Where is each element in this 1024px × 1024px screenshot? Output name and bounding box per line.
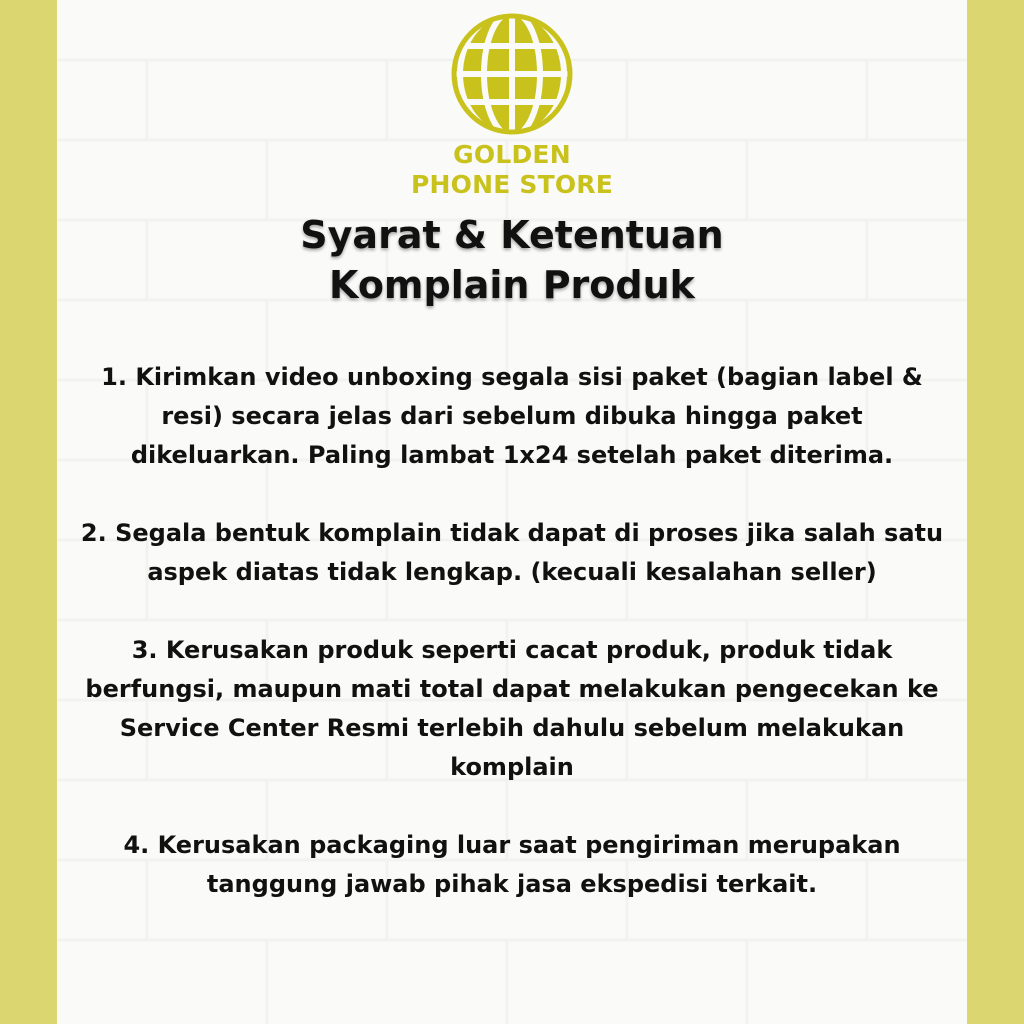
store-name-line-1: GOLDEN [453,140,571,169]
title-line-1: Syarat & Ketentuan [300,213,724,257]
page-title [57,210,967,310]
globe-icon [448,10,576,138]
title-line-2: Komplain Produk [329,263,695,307]
term-item-1: 1. Kirimkan video unboxing segala sisi paket (bagian label & resi) secara jelas dari sebelum dibuka hingga paket dikeluarkan. Paling lambat 1x24 setelah paket diterima. [101,363,923,469]
term-item-2: 2. Segala bentuk komplain tidak dapat di proses jika salah satu aspek diatas tidak lengkap. (kecuali kesalahan seller) [80,519,944,586]
term-item-4: 4. Kerusakan packaging luar saat pengiriman merupakan tanggung jawab pihak jasa ekspedisi terkait. [123,831,901,898]
term-item-3: 3. Kerusakan produk seperti cacat produk, produk tidak berfungsi, maupun mati total dapat melakukan pengecekan ke Service Center Resmi terlebih dahulu sebelum melakukan komplain [85,636,939,781]
store-logo [57,10,967,200]
store-name [57,140,967,200]
content-panel [57,0,967,1024]
store-name-line-2: PHONE STORE [410,170,614,199]
terms-list [77,358,947,943]
